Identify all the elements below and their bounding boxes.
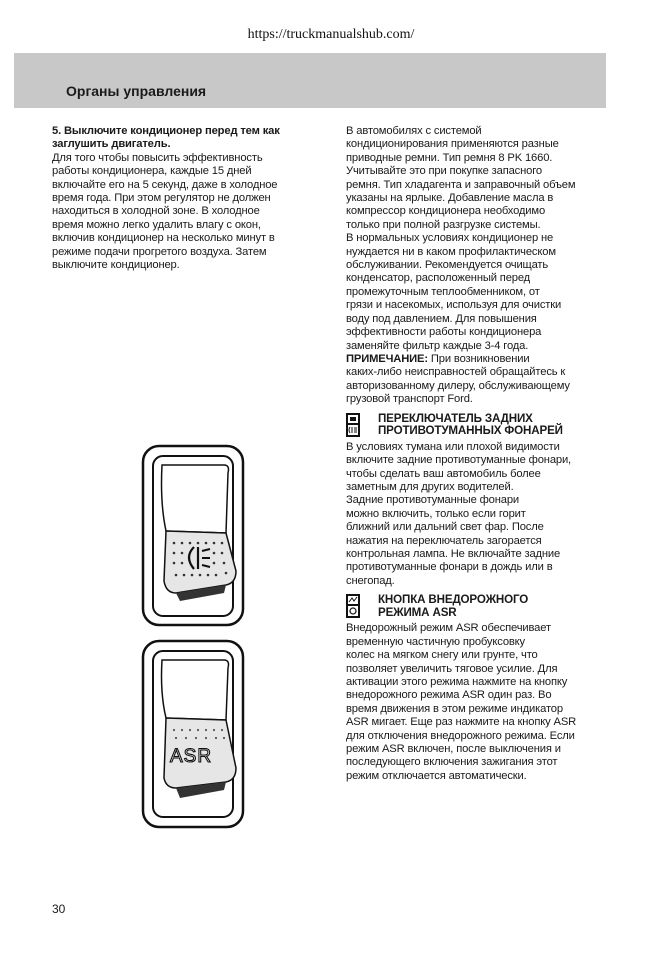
step5-heading-line1: 5. Выключите кондиционер перед тем как [52, 125, 280, 137]
note-line: каких-либо неисправностей обращайтесь к [346, 366, 566, 379]
asr-heading [346, 594, 608, 619]
rear-fog-lamp-icon [346, 413, 360, 437]
fog-lamp-heading [346, 413, 608, 438]
intro-line: воду под давлением. Для повышения [346, 312, 537, 325]
left-line: работы кондиционера, каждые 15 дней [52, 165, 252, 178]
asr-line: время движения в этом режиме индикатор [346, 702, 563, 715]
fog-line: Задние противотуманные фонари [346, 494, 519, 507]
fog-line: нажатия на переключатель загорается [346, 534, 542, 547]
asr-offroad-icon [346, 594, 360, 618]
intro-line: только при полной разгрузке системы. [346, 218, 541, 231]
asr-line: колес на мягком снегу или грунте, что [346, 649, 538, 662]
asr-switch-illustration [140, 638, 246, 830]
note-first: При возникновении [427, 352, 530, 365]
asr-line: активации этого режима нажмите на кнопку [346, 676, 568, 688]
intro-line: эффективности работы кондиционера [346, 326, 542, 339]
left-line: режиме подачи прогретого воздуха. Затем [52, 245, 267, 258]
intro-line: указаны на ярлыке. Добавление масла в [346, 192, 554, 205]
fog-line: заметным для других водителей. [346, 480, 514, 493]
note-label: ПРИМЕЧАНИЕ: [346, 352, 428, 365]
asr-line: временную частичную пробуксовку [346, 635, 525, 648]
intro-line: промежуточным теплообменником, от [346, 285, 540, 298]
intro-line: обслуживании. Рекомендуется очищать [346, 259, 549, 272]
asr-heading-line1: КНОПКА ВНЕДОРОЖНОГО [378, 593, 529, 607]
intro-line: нуждается ни в каком профилактическом [346, 245, 556, 258]
left-line: включайте его на 5 секунд, даже в холодное [52, 178, 278, 191]
asr-line: внедорожного режима ASR один раз. Во [346, 689, 552, 702]
intro-line: ремня. Тип хладагента и заправочный объем [346, 178, 576, 191]
asr-line: ASR мигает. Еще раз нажмите на кнопку ASR [346, 716, 577, 729]
fog-lamp-switch-illustration [140, 443, 246, 628]
note-line: авторизованному дилеру, обслуживающему [346, 379, 570, 392]
asr-line: последующего включения зажигания этот [346, 756, 558, 769]
fog-line: В условиях тумана или плохой видимости [346, 440, 560, 453]
fog-line: можно включить, только если горит [346, 507, 526, 520]
fog-line: противотуманные фонари в дождь или в [346, 561, 553, 574]
intro-line: Учитывайте это при покупке запасного [346, 165, 542, 178]
asr-switch-label: ASR [170, 746, 213, 767]
section-header-band [14, 53, 606, 108]
fog-heading-line1: ПЕРЕКЛЮЧАТЕЛЬ ЗАДНИХ [378, 411, 533, 425]
left-line: время можно легко удалить влагу с окон, [52, 218, 261, 231]
fog-heading-line2: ПРОТИВОТУМАННЫХ ФОНАРЕЙ [378, 424, 563, 438]
asr-line: для отключения внедорожного режима. Если [346, 729, 575, 742]
fog-line: включите задние противотуманные фонари, [346, 454, 572, 467]
left-line: находиться в холодной зоне. В холодное [52, 205, 260, 218]
intro-line: конденсатор, расположенный перед [346, 272, 531, 285]
left-line: выключите кондиционер. [52, 259, 180, 272]
intro-line: грязи и насекомых, используя для очистки [346, 299, 562, 312]
step5-heading-line2: заглушить двигатель. [52, 138, 171, 151]
page-number: 30 [52, 902, 66, 916]
left-line: Для того чтобы повысить эффективность [52, 151, 263, 164]
left-line: время года. При этом регулятор не должен [52, 192, 271, 205]
asr-line: позволяет увеличить тяговое усилие. Для [346, 662, 558, 675]
left-column [52, 125, 312, 272]
intro-line: кондиционирования применяются разные [346, 138, 559, 151]
note-line [346, 353, 608, 366]
asr-heading-line2: РЕЖИМА ASR [378, 605, 457, 619]
fog-line: снегопад. [346, 574, 395, 587]
fog-line: чтобы сделать ваш автомобиль более [346, 467, 541, 480]
asr-line: режим отключается автоматически. [346, 769, 527, 782]
intro-line: В автомобилях с системой [346, 125, 482, 137]
right-column [346, 125, 608, 783]
asr-line: режим ASR включен, после выключения и [346, 743, 561, 756]
asr-line: Внедорожный режим ASR обеспечивает [346, 622, 551, 635]
note-line: грузовой транспорт Ford. [346, 393, 473, 406]
fog-line: ближний или дальний свет фар. После [346, 521, 544, 534]
intro-line: компрессор кондиционера необходимо [346, 205, 546, 218]
intro-line: В нормальных условиях кондиционер не [346, 232, 554, 245]
intro-line: заменяйте фильтр каждые 3-4 года. [346, 339, 529, 352]
source-url: https://truckmanualshub.com/ [247, 27, 415, 42]
section-title: Органы управления [66, 83, 207, 99]
fog-line: контрольная лампа. Не включайте задние [346, 547, 561, 560]
left-line: включив кондиционер на несколько минут в [52, 232, 275, 245]
intro-line: приводные ремни. Тип ремня 8 PK 1660. [346, 151, 553, 164]
